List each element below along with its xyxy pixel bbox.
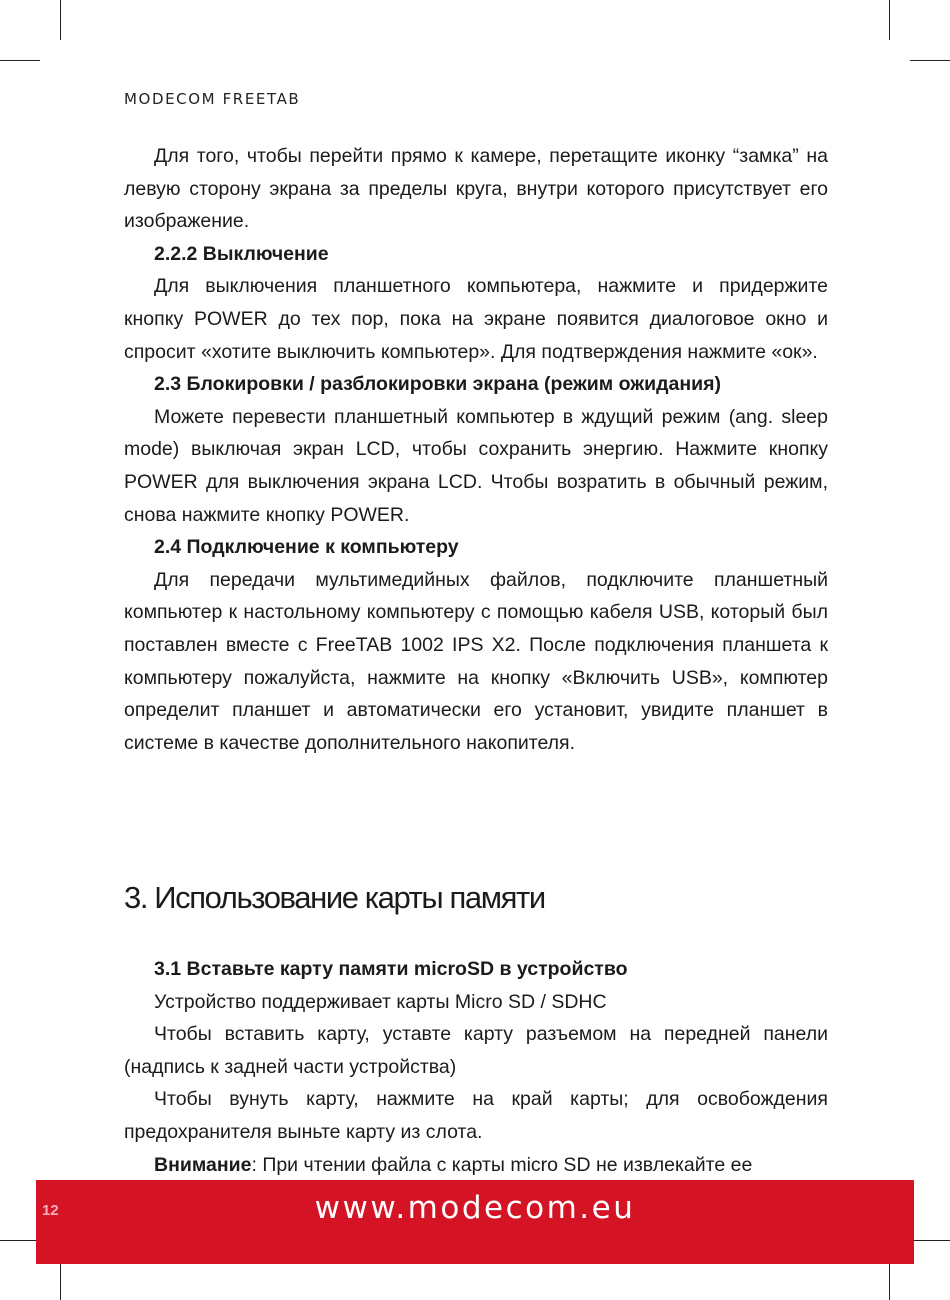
paragraph-supported-cards: Устройство поддерживает карты Micro SD / SDHC <box>154 990 607 1013</box>
section-3-title: 3. Использование карты памяти <box>124 880 545 915</box>
body-text-part-2 <box>124 953 828 1181</box>
page-number: 12 <box>42 1202 59 1219</box>
crop-mark-top-left-h <box>0 60 40 61</box>
heading-3-1: 3.1 Вставьте карту памяти microSD в устройство <box>154 958 628 980</box>
paragraph-insert-card: Чтобы вставить карту, уставте карту разъемом на передней панели (надпись к задней части устройства) <box>124 1023 828 1078</box>
crop-mark-top-right-v <box>889 0 890 40</box>
crop-mark-bottom-left-h <box>0 1240 36 1241</box>
footer-url: www.modecom.eu <box>314 1190 636 1226</box>
heading-2-4: 2.4 Подключение к компьютеру <box>154 536 459 559</box>
crop-mark-bottom-right-h <box>914 1240 950 1241</box>
heading-2-2-2: 2.2.2 Выключение <box>154 242 329 265</box>
crop-mark-top-left-v <box>60 0 61 40</box>
warning-label: Внимание <box>154 1153 252 1176</box>
crop-mark-top-right-h <box>910 60 950 61</box>
warning-text: : При чтении файла с карты micro SD не извлекайте ее <box>251 1153 753 1176</box>
heading-2-3: 2.3 Блокировки / разблокировки экрана (режим ожидания) <box>154 373 721 396</box>
paragraph-remove-card: Чтобы вунуть карту, нажмите на край карты; для освобождения предохранителя выньте карту из слота. <box>124 1088 828 1143</box>
paragraph-power-off: Для выключения планшетного компьютера, нажмите и придержите кнопку POWER до тех пор, пока на экране появится диалоговое окно и спросит «хотите выключить компьютер». Для подтверждения нажмите «ок». <box>124 275 828 363</box>
paragraph-sleep-mode: Можете перевести планшетный компьютер в ждущий режим (ang. sleep mode) выключая экран LCD, чтобы сохранить энергию. Нажмите кнопку POWER для выключения экрана LCD. Чтобы возратить в обычный режим, снова нажмите кнопку POWER. <box>124 405 828 526</box>
crop-mark-bottom-left-v <box>60 1262 61 1300</box>
body-text-part-1 <box>124 140 828 759</box>
paragraph-usb-connection: Для передачи мультимедийных файлов, подключите планшетный компьютер к настольному компьютеру с помощью кабеля USB, который был поставлен вместе с FreeTAB 1002 IPS X2. После подключения планшета к компьютеру пожалуйста, нажмите на кнопку «Включить USB», компютер определит планшет и автоматически его установит, увидите планшет в системе в качестве дополнительного накопителя. <box>124 568 828 754</box>
running-header: MODECOM FREETAB <box>124 90 301 108</box>
paragraph-warning <box>124 1149 828 1182</box>
crop-mark-bottom-right-v <box>889 1262 890 1300</box>
paragraph-camera-shortcut: Для того, чтобы перейти прямо к камере, перетащите иконку “замка” на левую сторону экрана за пределы круга, внутри которого присутствует его изображение. <box>124 145 828 233</box>
